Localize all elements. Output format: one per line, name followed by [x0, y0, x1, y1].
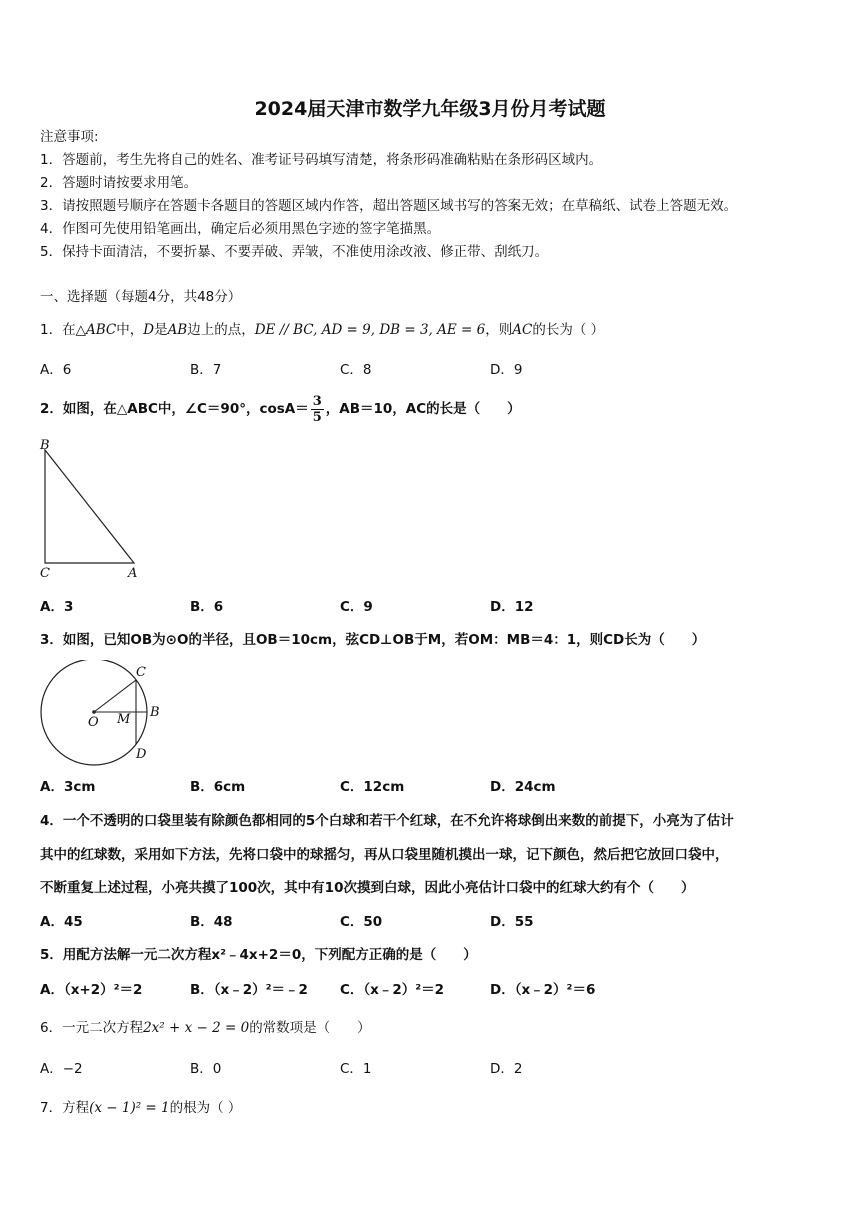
q2-fraction: [311, 394, 324, 425]
note-item: 1．答题前，考生先将自己的姓名、准考证号码填写清楚，将条形码准确粘贴在条形码区域内。: [40, 152, 603, 168]
q1-point-d: D: [143, 322, 155, 338]
q1-text: ，则: [485, 322, 513, 338]
q5-option-c: C．（x﹣2）²＝2: [340, 982, 445, 998]
q6-option-d: D．2: [490, 1061, 523, 1077]
section-heading: 一、选择题（每题4分，共48分）: [40, 289, 242, 305]
q4-option-b: B．48: [190, 914, 233, 930]
segment-oc: [94, 680, 136, 712]
q4-option-d: D．55: [490, 914, 534, 930]
q2-option-b: B．6: [190, 599, 224, 615]
q2-numerator: 3: [312, 393, 322, 409]
page-title: 2024届天津市数学九年级3月份月考试题: [254, 98, 606, 120]
q2-option-d: D．12: [490, 599, 534, 615]
q5-option-a: A．（x+2）²＝2: [40, 982, 143, 998]
q7-post: 的根为（ ）: [169, 1100, 242, 1116]
q2-post: ，AB＝10，AC的长是（ ）: [325, 401, 521, 417]
q3-option-c: C．12cm: [340, 779, 405, 795]
point-label-o: O: [88, 715, 99, 730]
q1-text: 边上的点，: [187, 322, 255, 338]
note-item: 3．请按照题号顺序在答题卡各题目的答题区域内作答，超出答题区域书写的答案无效；在草稿纸、试卷上答题无效。: [40, 198, 738, 214]
q1-condition: DE // BC, AD = 9, DB = 3, AE = 6: [254, 322, 486, 338]
q1-option-c: C．8: [340, 362, 372, 378]
q2-option-a: A．3: [40, 599, 74, 615]
q1-triangle: △ABC: [75, 322, 117, 338]
triangle-abc: [45, 450, 134, 563]
q4-option-a: A．45: [40, 914, 83, 930]
q4-line-1: 4．一个不透明的口袋里装有除颜色都相同的5个白球和若干个红球，在不允许将球倒出来数的前提下，小亮为了估计: [40, 813, 734, 829]
note-item: 4．作图可先使用铅笔画出，确定后必须用黑色字迹的签字笔描黑。: [40, 221, 441, 237]
q2-pre: 2．如图，在△ABC中，∠C＝90°，cosA＝: [40, 401, 309, 417]
q1-post: 的长为（ ）: [532, 322, 605, 338]
q2-triangle-figure: [34, 436, 144, 582]
q7-pre: 7．方程: [40, 1100, 90, 1116]
q4-line-3: 不断重复上述过程，小亮共摸了100次，其中有10次摸到白球，因此小亮估计口袋中的红球大约有个（ ）: [40, 880, 695, 896]
q1-pre: 1．在: [40, 322, 76, 338]
q1-text: 是: [154, 322, 168, 338]
vertex-label-a: A: [128, 566, 138, 581]
q5-option-b: B．（x﹣2）²＝﹣2: [190, 982, 308, 998]
q7-equation: (x − 1)² = 1: [89, 1100, 170, 1116]
q3-option-d: D．24cm: [490, 779, 556, 795]
q1-option-b: B．7: [190, 362, 222, 378]
point-label-c: C: [136, 665, 146, 680]
note-item: 5．保持卡面清洁，不要折暴、不要弄破、弄皱，不准使用涂改液、修正带、刮纸刀。: [40, 244, 549, 260]
question-7: [40, 1099, 241, 1117]
q1-segment-ac: AC: [512, 322, 533, 338]
q2-denominator: 5: [312, 409, 322, 425]
q6-option-c: C．1: [340, 1061, 372, 1077]
point-label-b: B: [150, 705, 160, 720]
note-item: 2．答题时请按要求用笔。: [40, 175, 198, 191]
q3-circle-figure: [36, 660, 166, 770]
question-6: [40, 1019, 371, 1037]
notes-heading: 注意事项:: [40, 129, 99, 145]
q6-post: 的常数项是（ ）: [249, 1020, 371, 1036]
q1-option-a: A．6: [40, 362, 72, 378]
q6-equation: 2x² + x − 2 = 0: [143, 1020, 250, 1036]
q6-option-a: A．−2: [40, 1061, 83, 1077]
q4-line-2: 其中的红球数，采用如下方法，先将口袋中的球摇匀，再从口袋里随机摸出一球，记下颜色，然后把它放回口袋中，: [40, 847, 729, 863]
point-label-d: D: [136, 747, 147, 762]
point-label-m: M: [117, 712, 131, 727]
q2-option-c: C．9: [340, 599, 373, 615]
vertex-label-b: B: [40, 438, 50, 453]
q5-option-d: D．（x﹣2）²＝6: [490, 982, 596, 998]
vertex-label-c: C: [40, 566, 50, 581]
q3-option-a: A．3cm: [40, 779, 96, 795]
q1-text: 中，: [116, 322, 144, 338]
question-5: 5．用配方法解一元二次方程x²﹣4x+2＝0，下列配方正确的是（ ）: [40, 947, 477, 963]
question-2: [40, 392, 521, 426]
question-1: [40, 321, 604, 339]
q1-option-d: D．9: [490, 362, 523, 378]
q6-pre: 6．一元二次方程: [40, 1020, 144, 1036]
question-3: 3．如图，已知OB为⊙O的半径，且OB＝10cm，弦CD⊥OB于M，若OM：MB＝4：1，则CD长为（ ）: [40, 632, 706, 648]
q4-option-c: C．50: [340, 914, 383, 930]
q6-option-b: B．0: [190, 1061, 222, 1077]
q1-segment-ab: AB: [167, 322, 188, 338]
q3-option-b: B．6cm: [190, 779, 246, 795]
